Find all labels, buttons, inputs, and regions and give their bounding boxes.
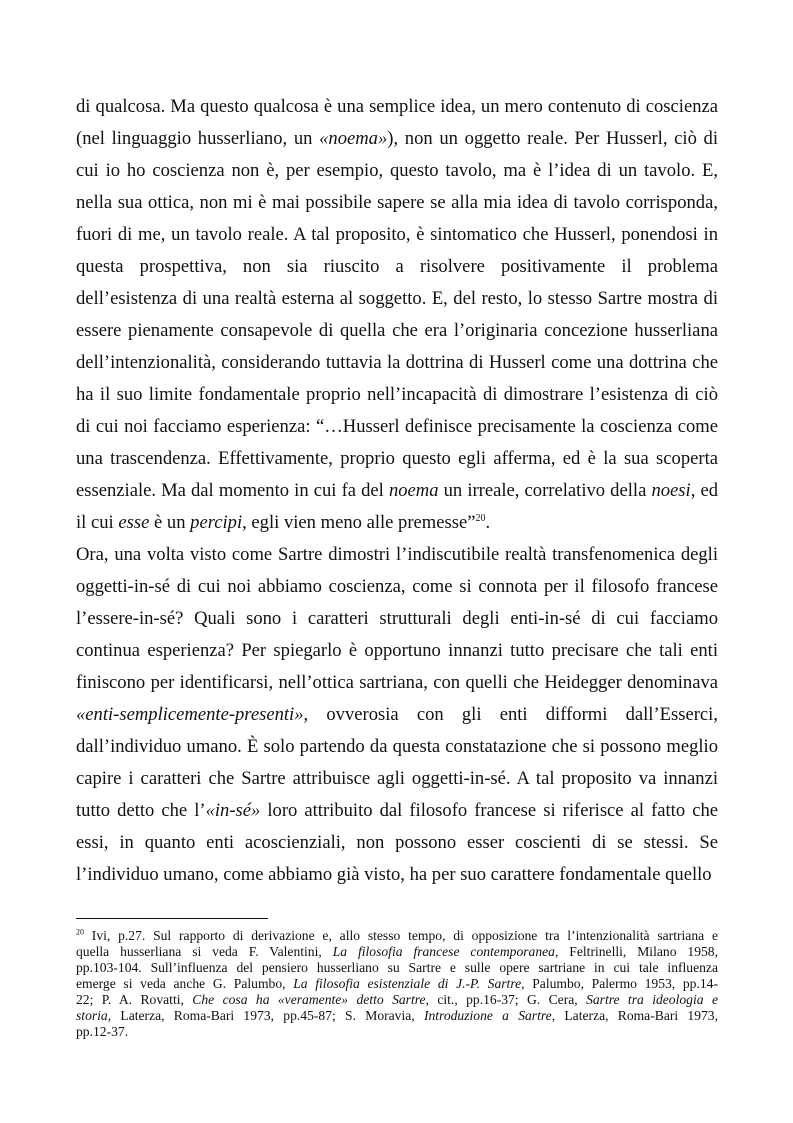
text-run: essere pienamente consapevole di quella che era l’originaria concezione husserliana [76, 320, 718, 341]
text-run: ), non un oggetto reale. Per Husserl, ciò di [387, 128, 719, 149]
body-line [76, 731, 718, 763]
footnote-line [76, 928, 718, 944]
body-line [76, 795, 718, 827]
body-line [76, 411, 718, 443]
body-line [76, 219, 718, 251]
text-run: tutto detto che l’ [76, 800, 206, 821]
body-line [76, 763, 718, 795]
body-line [76, 667, 718, 699]
body-line [76, 443, 718, 475]
footnote-marker: 20 [475, 512, 486, 524]
italic-run: Introduzione a Sartre [423, 1008, 552, 1023]
text-run: Ivi, p.27. Sul rapporto di derivazione e, allo stesso tempo, di opposizione tra l’intenzionalità sartriana e [84, 928, 718, 943]
body-line [76, 699, 718, 731]
text-run: , Feltrinelli, Milano 1958, [554, 944, 718, 959]
italic-run: storia [76, 1008, 108, 1023]
footnote-marker: 20 [76, 927, 84, 937]
body-line [76, 603, 718, 635]
text-run: emerge si veda anche G. Palumbo, [76, 976, 294, 991]
text-run: dell’intenzionalità, considerando tuttavia la dottrina di Husserl come una dottrina che [76, 352, 718, 373]
text-run: dell’esistenza di una realtà esterna al soggetto. E, del resto, lo stesso Sartre mostra di [76, 288, 718, 309]
text-run: quella husserliana si veda F. Valentini, [76, 944, 333, 959]
text-run: essenziale. Ma dal momento in cui fa del [76, 480, 389, 501]
body-line [76, 571, 718, 603]
text-run: di qualcosa. Ma questo qualcosa è una semplice idea, un mero contenuto di coscienza [76, 96, 718, 117]
text-run: , ovverosia con gli enti difformi dall’Esserci, [303, 704, 718, 725]
body-line [76, 859, 718, 891]
text-run: questa prospettiva, non sia riuscito a risolvere positivamente il problema [76, 256, 718, 277]
text-run: è un [149, 512, 191, 533]
body-text [76, 91, 718, 891]
italic-run: «in-sé» [205, 800, 261, 821]
text-run: , Laterza, Roma-Bari 1973, pp.45-87; S. Moravia, [107, 1008, 424, 1023]
footnote-line [76, 944, 718, 960]
text-run: 22; P. A. Rovatti, [76, 992, 193, 1007]
text-run: dall’individuo umano. È solo partendo da questa constatazione che si possono meglio [76, 736, 718, 757]
text-run: (nel linguaggio husserliano, un [76, 128, 320, 149]
body-line [76, 347, 718, 379]
body-line [76, 187, 718, 219]
footnote-line [76, 1024, 718, 1040]
text-run: , Palumbo, Palermo 1953, pp.14- [521, 976, 718, 991]
italic-run: Sartre tra ideologia e [586, 992, 718, 1007]
footnote-separator [76, 918, 268, 919]
italic-run: Che cosa ha «veramente» detto Sartre [192, 992, 426, 1007]
italic-run: percipi [190, 512, 243, 533]
body-line [76, 475, 718, 507]
italic-run: noema [388, 480, 439, 501]
text-run: continua esperienza? Per spiegarlo è opportuno innanzi tutto precisare che tali enti [76, 640, 718, 661]
text-run: un irreale, correlativo della [438, 480, 652, 501]
text-run: una trascendenza. Effettivamente, proprio questo egli afferma, ed è la sua scoperta [76, 448, 718, 469]
text-run: pp.12-37. [76, 1024, 129, 1039]
text-run: l’individuo umano, come abbiamo già visto, ha per suo carattere fondamentale quello [76, 864, 712, 885]
italic-run: «enti-semplicemente-presenti» [76, 704, 304, 725]
footnote-line [76, 992, 718, 1008]
italic-run: noesi [651, 480, 691, 501]
body-line [76, 635, 718, 667]
text-run: . [485, 512, 491, 533]
footnote-20 [76, 928, 718, 1040]
text-run: essi, in quanto enti acoscienziali, non possono esser coscienti di se stessi. Se [76, 832, 718, 853]
text-run: , Laterza, Roma-Bari 1973, [551, 1008, 718, 1023]
body-line [76, 91, 718, 123]
text-run: nella sua ottica, non mi è mai possibile sapere se alla mia idea di tavolo corrisponda, [76, 192, 718, 213]
footnote-line [76, 976, 718, 992]
italic-run: La filosofia esistenziale di J.-P. Sartre [293, 976, 522, 991]
footnote-line [76, 960, 718, 976]
text-run: , ed [690, 480, 718, 501]
italic-run: La filosofia francese contemporanea [332, 944, 555, 959]
text-run: loro attribuito dal filosofo francese si riferisce al fatto che [260, 800, 718, 821]
body-line [76, 507, 718, 539]
italic-run: esse [118, 512, 150, 533]
body-line [76, 155, 718, 187]
text-run: , cit., pp.16-37; G. Cera, [425, 992, 587, 1007]
text-run: cui io ho coscienza non è, per esempio, questo tavolo, ma è l’idea di un tavolo. E, [76, 160, 718, 181]
text-run: il cui [76, 512, 119, 533]
text-run: finiscono per identificarsi, nell’ottica sartriana, con quelli che Heidegger denominava [76, 672, 718, 693]
text-run: oggetti-in-sé di cui noi abbiamo coscienza, come si connota per il filosofo francese [76, 576, 718, 597]
text-run: ha il suo limite fondamentale proprio nell’incapacità di dimostrare l’esistenza di ciò [76, 384, 718, 405]
body-line [76, 827, 718, 859]
body-line [76, 539, 718, 571]
text-run: , egli vien meno alle premesse” [242, 512, 476, 533]
text-run: Ora, una volta visto come Sartre dimostri l’indiscutibile realtà transfenomenica degli [76, 544, 718, 565]
text-run: di cui noi facciamo esperienza: “…Husserl definisce precisamente la coscienza come [76, 416, 718, 437]
italic-run: «noema» [319, 128, 388, 149]
footnote-line [76, 1008, 718, 1024]
text-run: pp.103-104. Sull’influenza del pensiero husserliano su Sartre e sulle opere sartriane in cui tale influenza [76, 960, 718, 975]
body-line [76, 315, 718, 347]
text-run: capire i caratteri che Sartre attribuisce agli oggetti-in-sé. A tal proposito va innanzi [76, 768, 718, 789]
body-line [76, 379, 718, 411]
text-run: l’essere-in-sé? Quali sono i caratteri strutturali degli enti-in-sé di cui facciamo [76, 608, 718, 629]
body-line [76, 283, 718, 315]
body-line [76, 251, 718, 283]
text-run: fuori di me, un tavolo reale. A tal proposito, è sintomatico che Husserl, ponendosi in [76, 224, 718, 245]
body-line [76, 123, 718, 155]
